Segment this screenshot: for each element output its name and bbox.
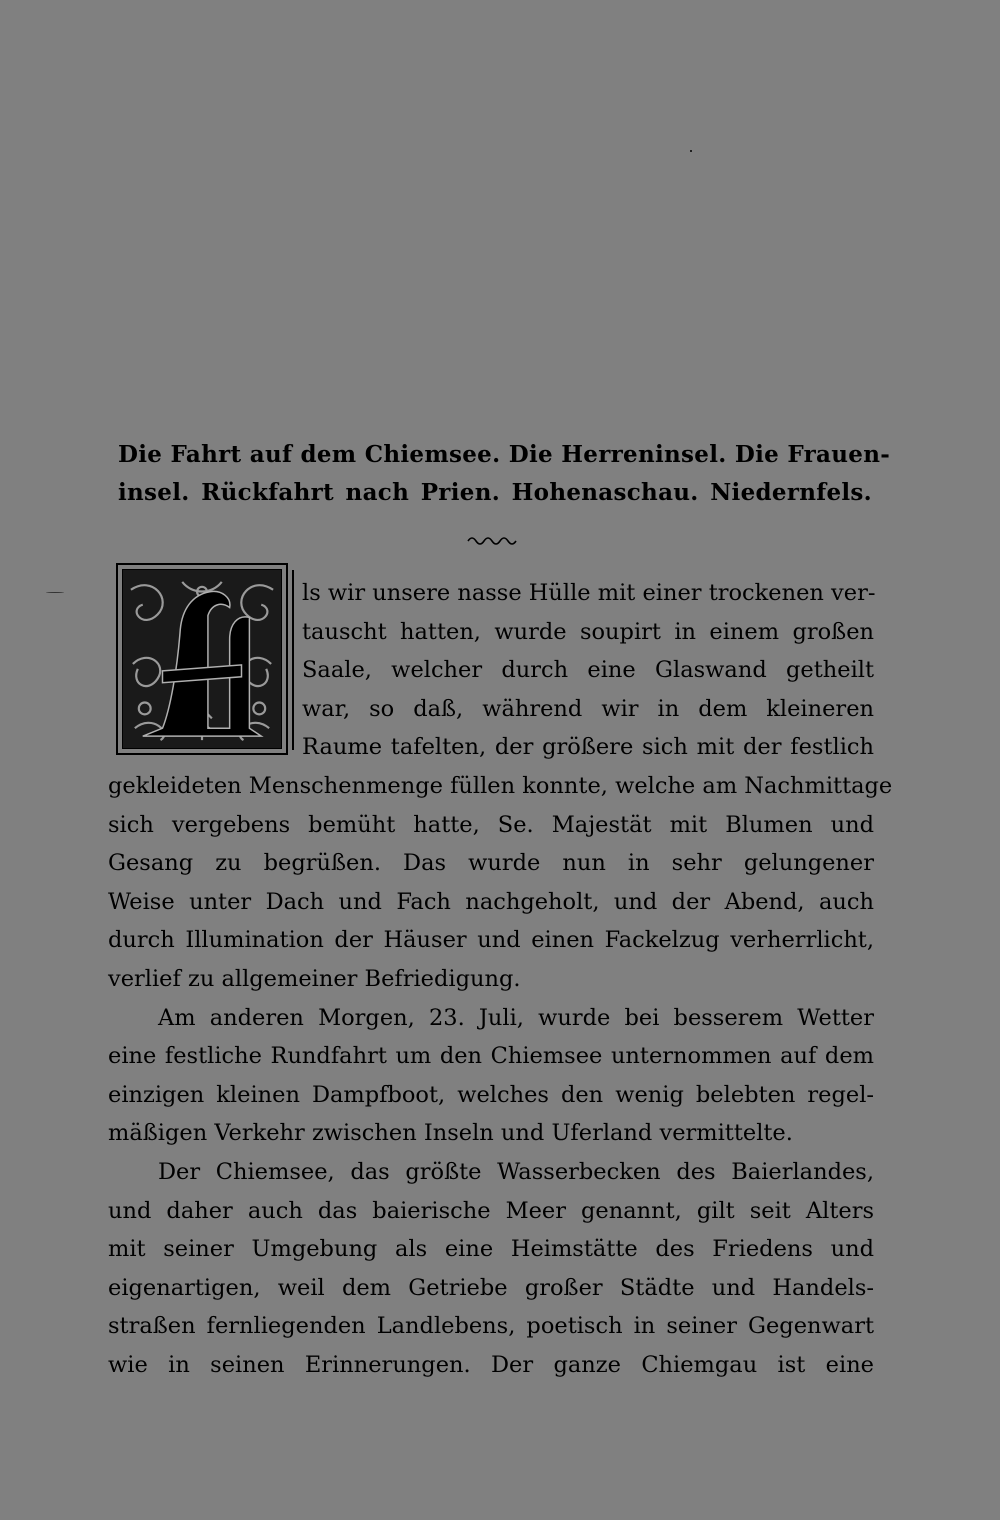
text-line: verlief zu allgemeiner Befriedigung.	[108, 965, 521, 992]
text-line: durch Illumination der Häuser und einen Fackelzug verherrlicht,	[108, 927, 874, 954]
text-line: gekleideten Menschenmenge füllen konnte, welche am Nachmittage	[108, 772, 893, 799]
text-line: Saale, welcher durch eine Glaswand getheilt	[302, 657, 874, 684]
wavy-ornament	[466, 532, 518, 546]
text-line: war, so daß, während wir in dem kleineren	[302, 695, 874, 722]
heading-line-1: Die Fahrt auf dem Chiemsee. Die Herreninsel. Die Frauen-	[118, 441, 891, 468]
text-line: Weise unter Dach und Fach nachgeholt, und der Abend, auch	[108, 888, 874, 915]
text-line: eine festliche Rundfahrt um den Chiemsee unternommen auf dem	[108, 1043, 874, 1070]
ink-mark	[46, 592, 64, 593]
text-line: ls wir unsere nasse Hülle mit einer trockenen ver-	[302, 580, 876, 606]
chapter-summary-heading	[118, 436, 891, 512]
heading-line-2: insel. Rückfahrt nach Prien. Hohenaschau. Niedernfels.	[118, 479, 872, 506]
paragraph-1	[108, 574, 893, 999]
text-line: Gesang zu begrüßen. Das wurde nun in sehr gelungener	[108, 850, 874, 877]
text-line: einzigen kleinen Dampfboot, welches den wenig belebten regel-	[108, 1081, 874, 1108]
text-line: straßen fernliegenden Landlebens, poetisch in seiner Gegenwart	[108, 1313, 874, 1340]
text-line: wie in seinen Erinnerungen. Der ganze Chiemgau ist eine	[108, 1351, 874, 1378]
text-line: mäßigen Verkehr zwischen Inseln und Uferland vermittelte.	[108, 1120, 793, 1147]
text-line: Raume tafelten, der größere sich mit der festlich	[302, 734, 874, 761]
ink-speck	[690, 150, 692, 152]
paragraph-2	[108, 999, 874, 1153]
body-text	[108, 574, 893, 1384]
text-line: tauscht hatten, wurde soupirt in einem großen	[302, 618, 874, 645]
text-line: Der Chiemsee, das größte Wasserbecken des Baierlandes,	[158, 1158, 874, 1185]
paragraph-3	[108, 1153, 874, 1385]
text-line: mit seiner Umgebung als eine Heimstätte des Friedens und	[108, 1236, 874, 1263]
text-line: eigenartigen, weil dem Getriebe großer Städte und Handels-	[108, 1274, 874, 1301]
text-line: und daher auch das baierische Meer genannt, gilt seit Alters	[108, 1197, 874, 1224]
text-line: Am anderen Morgen, 23. Juli, wurde bei besserem Wetter	[158, 1004, 874, 1031]
text-line: sich vergebens bemüht hatte, Se. Majestät mit Blumen und	[108, 811, 874, 838]
